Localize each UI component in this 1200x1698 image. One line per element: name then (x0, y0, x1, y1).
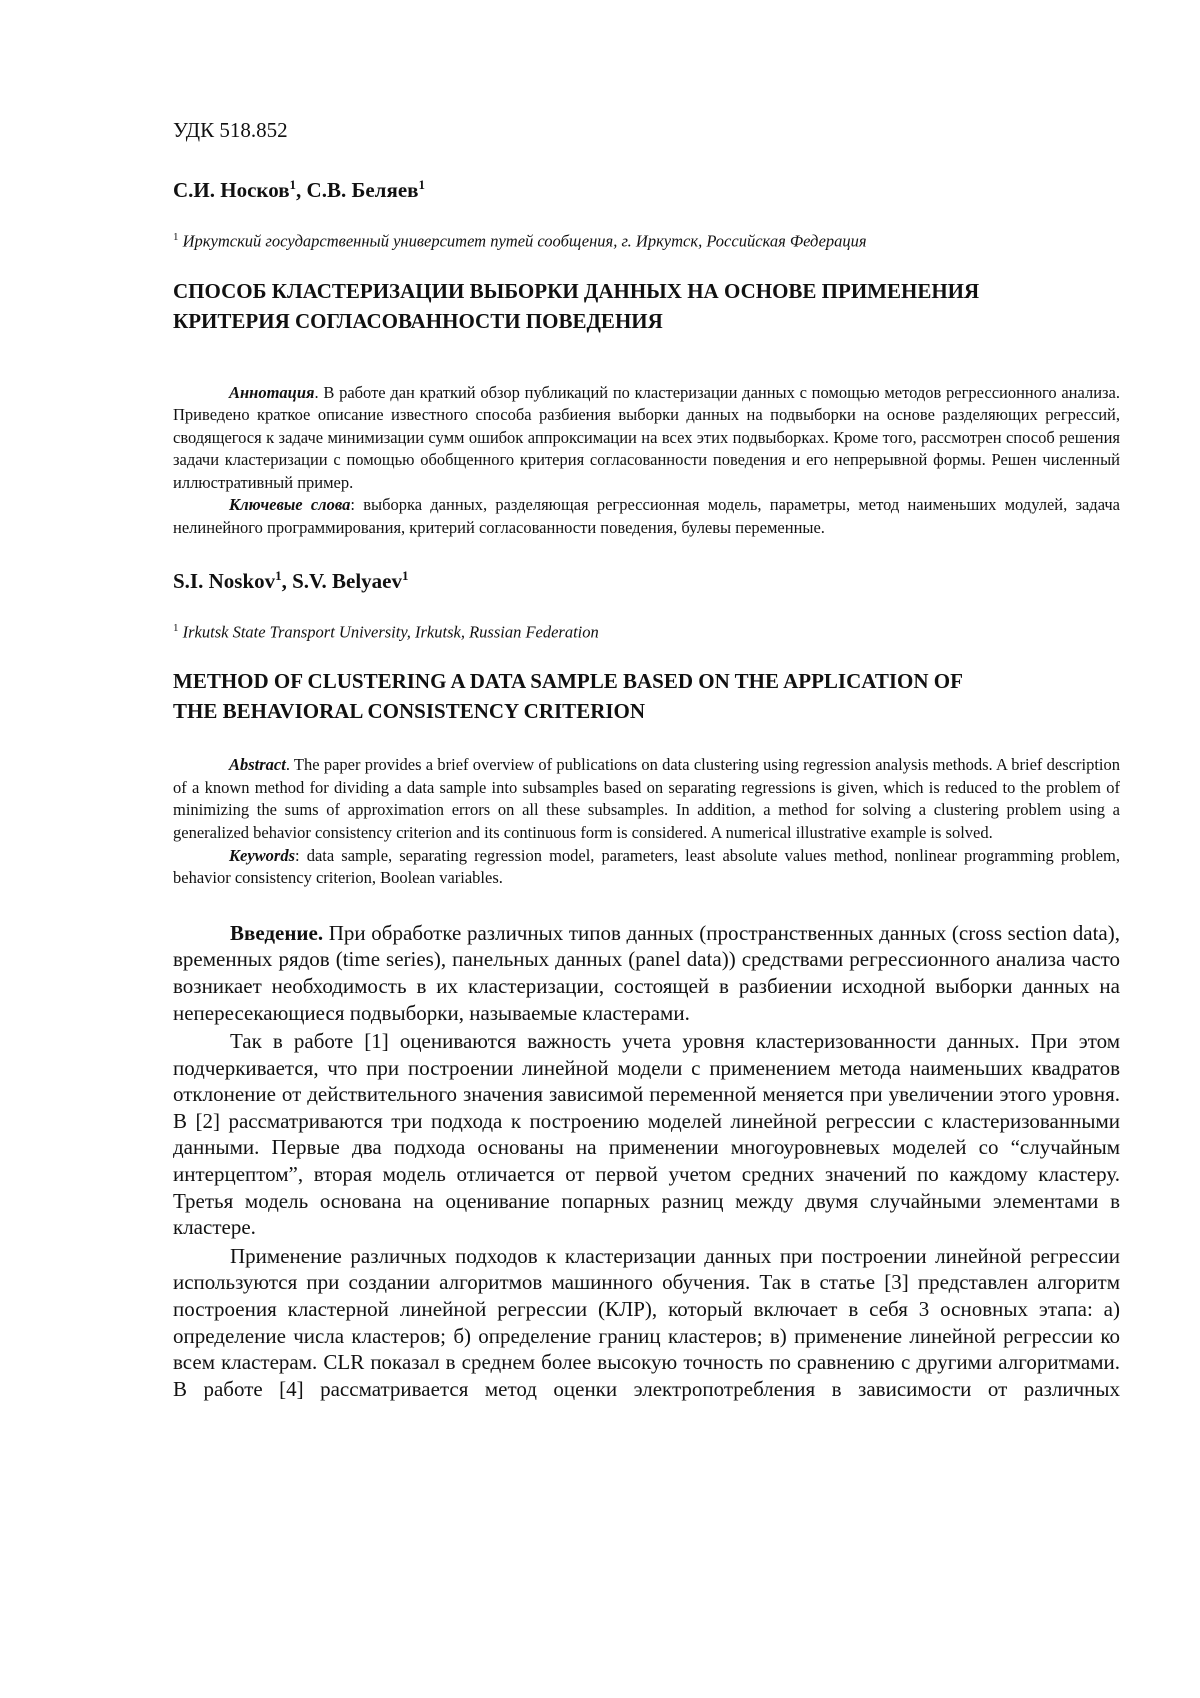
affiliation-ru (173, 231, 1120, 252)
udk-code: УДК 518.852 (173, 118, 288, 142)
abstract-en-text: . The paper provides a brief overview of publications on data clustering using regression analysis methods. A brief description of a known method for dividing a data sample into subsamples based on separating regressions is given, which is reduced to the problem of minimizing the sums of approximation errors on all these subsamples. In addition, a method for solving a clustering problem using a generalized behavior consistency criterion and its continuous form is considered. A numerical illustrative example is solved. (173, 755, 1120, 842)
authors-ru: С.И. Носков$^1$, С.В. Беляев$^1$ (173, 177, 425, 202)
affiliation-en-sup: 1 (173, 621, 179, 634)
intro-paragraph-3: Применение различных подходов к кластеризации данных при построении линейной регрессии используются при создании алгоритмов машинного обучения. Так в статье [3] представлен алгоритм построения кластерной линейной регрессии (КЛР), который включает в себя 3 основных этапа: а) определение числа кластеров; б) определение границ кластеров; в) применение линейной регрессии ко всем кластерам. CLR показал в среднем более высокую точность по сравнению с другими алгоритмами. В работе [4] рассматривается метод оценки электропотребления в зависимости от различных (173, 1243, 1120, 1401)
keywords-en-text: : data sample, separating regression model, parameters, least absolute values method, nonlinear programming problem, behavior consistency criterion, Boolean variables. (173, 845, 1120, 888)
affiliation-ru-text: Иркутский государственный университет путей сообщения, г. Иркутск, Российская Федерация (182, 231, 867, 251)
title-en (173, 666, 1120, 726)
abstract-ru-label: Аннотация (229, 382, 315, 402)
keywords-ru-paragraph (173, 494, 1120, 539)
author-ru-2: С.В. Беляев (306, 178, 419, 202)
title-ru (173, 276, 1120, 336)
intro-paragraph-1-text: При обработке различных типов данных (пространственных данных (cross section data), временных рядов (time series), панельных данных (panel data)) средствами регрессионного анализа часто возникает необходимость в их кластеризации, состоящей в разбиении исходной выборки данных на непересекающиеся подвыборки, называемые кластерами. (173, 920, 1120, 1025)
title-ru-line-2: КРИТЕРИЯ СОГЛАСОВАННОСТИ ПОВЕДЕНИЯ (173, 308, 663, 333)
author-ru-1-sup: 1 (289, 177, 297, 192)
title-en-line-1: METHOD OF CLUSTERING A DATA SAMPLE BASED ON THE APPLICATION OF (173, 669, 963, 694)
title-ru-line-1: СПОСОБ КЛАСТЕРИЗАЦИИ ВЫБОРКИ ДАННЫХ НА ОСНОВЕ ПРИМЕНЕНИЯ (173, 278, 980, 303)
author-en-1-sup: 1 (275, 567, 282, 583)
author-ru-2-sup: 1 (418, 177, 425, 192)
author-en-2-sup: 1 (402, 567, 409, 583)
intro-heading: Введение. (230, 920, 324, 945)
keywords-en-label: Keywords (229, 845, 295, 865)
english-block (173, 568, 1120, 890)
abstract-en (173, 754, 1120, 890)
introduction-section (173, 920, 1120, 1403)
affiliation-en (173, 622, 1120, 643)
keywords-ru-text: : выборка данных, разделяющая регрессионная модель, параметры, метод наименьших модулей, задача нелинейного программирования, критерий согласованности поведения, булевы переменные. (173, 495, 1120, 538)
intro-paragraph-1 (173, 920, 1120, 1026)
affiliation-ru-sup: 1 (173, 231, 179, 243)
abstract-ru-text: . В работе дан краткий обзор публикаций по кластеризации данных с помощью методов регрессионного анализа. Приведено краткое описание известного способа разбиения выборки данных на подвыборки на основе разделяющих регрессий, сводящегося к задаче минимизации сумм ошибок аппроксимации на всех этих подвыборках. Кроме того, рассмотрен способ решения задачи кластеризации с помощью обобщенного критерия согласованности поведения и его непрерывной формы. Решен численный иллюстративный пример. (173, 382, 1120, 492)
authors-en: S.I. Noskov$^1$, S.V. Belyaev$^1$ (173, 567, 409, 593)
abstract-en-paragraph (173, 754, 1120, 844)
abstract-en-label: Abstract (229, 755, 286, 775)
keywords-ru-label: Ключевые слова (229, 495, 351, 515)
author-en-2: S.V. Belyaev (292, 568, 402, 593)
abstract-ru (173, 382, 1120, 540)
affiliation-en-text: Irkutsk State Transport University, Irkutsk, Russian Federation (182, 622, 599, 642)
intro-paragraph-2: Так в работе [1] оцениваются важность учета уровня кластеризованности данных. При этом подчеркивается, что при построении линейной модели с применением метода наименьших квадратов отклонение от действительного значения зависимой переменной меняется при увеличении этого уровня. В [2] рассматриваются три подхода к построению моделей линейной регрессии с кластеризованными данными. Первые два подхода основаны на применении многоуровневых моделей со “случайным интерцептом”, вторая модель отличается от первой учетом средних значений по каждому кластеру. Третья модель основана на оценивание попарных разниц между двумя случайными элементами в кластере. (173, 1029, 1120, 1240)
abstract-ru-paragraph (173, 382, 1120, 495)
author-en-1: S.I. Noskov (173, 568, 276, 593)
author-ru-1: С.И. Носков (173, 178, 290, 202)
title-en-line-2: THE BEHAVIORAL CONSISTENCY CRITERION (173, 699, 646, 724)
keywords-en-paragraph (173, 845, 1120, 890)
